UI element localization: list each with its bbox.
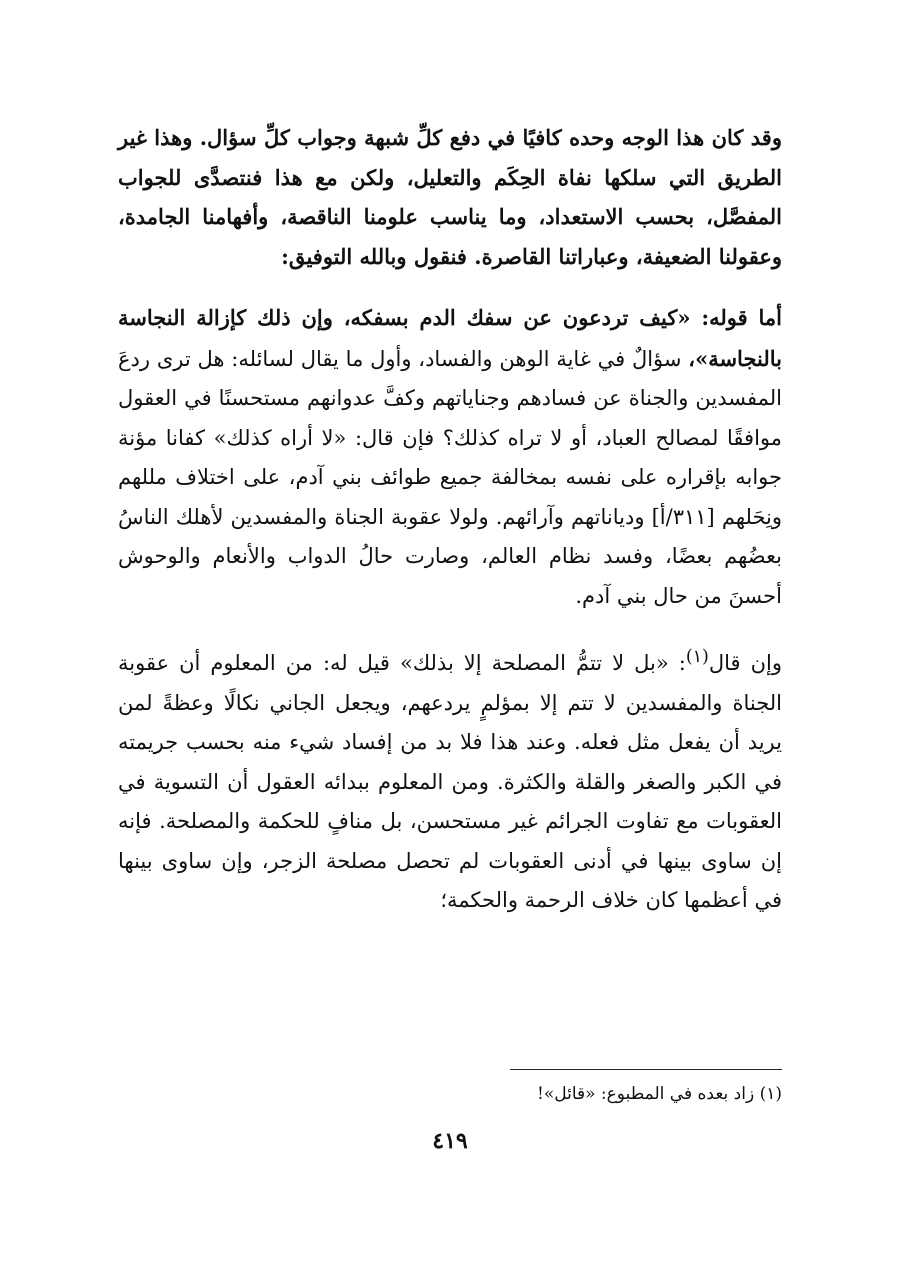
paragraph-objection-reply [118,298,782,616]
footnote [118,1080,782,1108]
paragraph-gap [118,616,782,638]
paragraph-intro: وقد كان هذا الوجه وحده كافيًا في دفع كلِّ شبهة وجواب كلِّ سؤال. وهذا غير الطريق التي سلكها نفاة الحِكَم والتعليل، ولكن مع هذا فنتصدَّى للجواب المفصَّل، بحسب الاستعداد، وما يناسب علومنا الناقصة، وأفهامنا الجامدة، وعقولنا الضعيفة، وعباراتنا القاصرة. فنقول وبالله التوفيق: [118,125,782,269]
paragraph-body: : «بل لا تتمُّ المصلحة إلا بذلك» قيل له: من المعلوم أن عقوبة الجناة والمفسدين لا تتم إلا بمؤلمٍ يردعهم، ويجعل الجاني نكالًا وعظةً لمن يريد أن يفعل مثل فعله. وعند هذا فلا بد من إفساد شيء منه بحسب جريمته في الكبر والصغر والقلة والكثرة. ومن المعلوم ببدائه العقول أن التسوية في العقوبات مع تفاوت الجرائم غير مستحسن، بل منافٍ للحكمة والمصلحة. فإنه إن ساوى بينها في أدنى العقوبات لم تحصل مصلحة الزجر، وإن ساوى بينها في أعظمها كان خلاف الرحمة والحكمة؛ [118,651,782,912]
reply-text: سؤالٌ في غاية الوهن والفساد، وأول ما يقال لسائله: هل ترى ردعَ المفسدين والجناة عن فسادهم وجناياتهم وكفَّ عدوانهم مستحسنًا في العقول موافقًا لمصالح العباد، أو لا تراه كذلك؟ فإن قال: «لا أراه كذلك» كفانا مؤنة جوابه بإقراره على نفسه بمخالفة جميع طوائف بني آدم، على اختلاف مللهم ونِحَلهم [٣١١/أ] ودياناتهم وآرائهم. ولولا عقوبة الجناة والمفسدين لأهلك الناسُ بعضُهم بعضًا، وفسد نظام العالم، وصارت حالُ الدواب والأنعام والوحوش أحسنَ من حال بني آدم. [118,346,782,608]
footnote-number: (١) [759,1084,782,1104]
quoted-objection: أما قوله: «كيف تردعون عن سفك الدم بسفكه، وإن ذلك كإزالة النجاسة بالنجاسة»، [118,305,782,371]
page-number: ٤١٩ [432,1128,468,1154]
paragraph-opening: وإن قال [708,651,782,675]
paragraph-gap [118,276,782,298]
footnote-separator [510,1069,782,1070]
page-body [118,118,782,921]
footnote-reference: (١) [685,647,709,667]
paragraph-punishment [118,638,782,921]
footnote-text: زاد بعده في المطبوع: «قائل»! [536,1084,755,1104]
